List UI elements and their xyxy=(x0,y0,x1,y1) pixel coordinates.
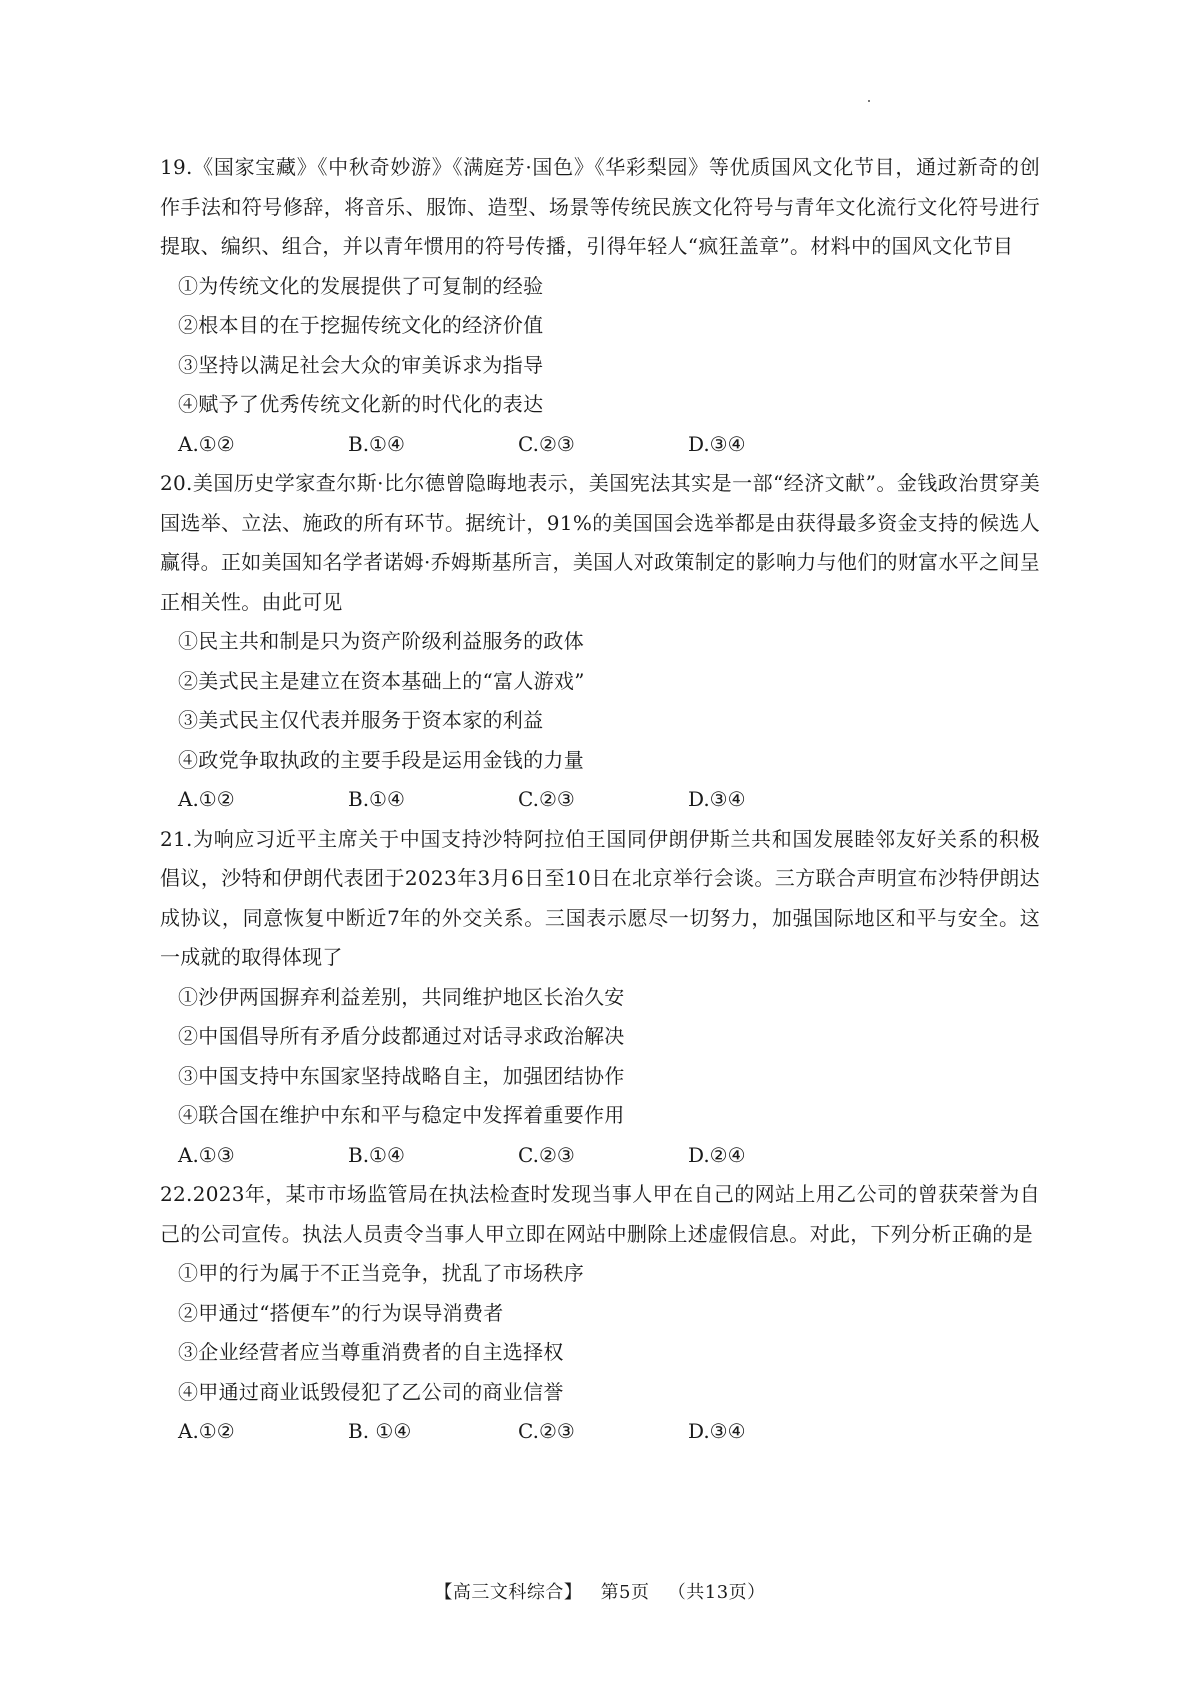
footer-subject: 【高三文科综合】 xyxy=(434,1582,583,1603)
statement-2: ②美式民主是建立在资本基础上的“富人游戏” xyxy=(178,668,585,693)
statement-4: ④赋予了优秀传统文化新的时代化的表达 xyxy=(178,392,544,416)
statement-1: ①沙伊两国摒弃利益差别，共同维护地区长治久安 xyxy=(178,984,625,1009)
questions-area xyxy=(160,148,1040,1452)
question-stem: 19.《国家宝藏》《中秋奇妙游》《满庭芳·国色》《华彩梨园》等优质国风文化节目，通过新奇的创作手法和符号修辞，将音乐、服饰、造型、场景等传统民族文化符号与青年文化流行文化符号进行提取、编织、组合，并以青年惯用的符号传播，引得年轻人“疯狂盖章”。材料中的国风文化节目 xyxy=(160,155,1040,258)
answer-choices xyxy=(160,780,1040,820)
choice-a: A.①③ xyxy=(178,1142,235,1167)
choice-c: C.②③ xyxy=(518,431,575,456)
choice-b: B. ①④ xyxy=(348,1419,412,1443)
question-20 xyxy=(160,464,1040,820)
question-stem: 20.美国历史学家查尔斯·比尔德曾隐晦地表示，美国宪法其实是一部“经济文献”。金钱政治贯穿美国选举、立法、施政的所有环节。据统计，91%的美国国会选举都是由获得最多资金支持的候选人赢得。正如美国知名学者诺姆·乔姆斯基所言，美国人对政策制定的影响力与他们的财富水平之间呈正相关性。由此可见 xyxy=(160,471,1040,614)
question-stem: 21.为响应习近平主席关于中国支持沙特阿拉伯王国同伊朗伊斯兰共和国发展睦邻友好关系的积极倡议，沙特和伊朗代表团于2023年3月6日至10日在北京举行会谈。三方联合声明宣布沙特伊朗达成协议，同意恢复中断近7年的外交关系。三国表示愿尽一切努力，加强国际地区和平与安全。这一成就的取得体现了 xyxy=(160,826,1040,969)
statement-3: ③中国支持中东国家坚持战略自主，加强团结协作 xyxy=(178,1063,625,1088)
choice-b: B.①④ xyxy=(348,787,405,811)
answer-choices xyxy=(160,1136,1040,1176)
statement-3: ③美式民主仅代表并服务于资本家的利益 xyxy=(178,708,544,732)
scan-speck xyxy=(868,100,870,102)
question-19 xyxy=(160,148,1040,464)
choice-a: A.①② xyxy=(178,1419,235,1443)
choice-d: D.③④ xyxy=(688,1419,746,1443)
answer-choices xyxy=(160,425,1040,465)
choice-a: A.①② xyxy=(178,431,235,456)
choice-a: A.①② xyxy=(178,787,235,811)
choice-d: D.③④ xyxy=(688,787,746,811)
statement-2: ②中国倡导所有矛盾分歧都通过对话寻求政治解决 xyxy=(178,1024,625,1048)
choice-b: B.①④ xyxy=(348,1142,405,1167)
answer-choices xyxy=(160,1412,1040,1452)
footer-page-number: 第5页 xyxy=(600,1582,650,1603)
choice-c: C.②③ xyxy=(518,787,575,811)
statement-1: ①甲的行为属于不正当竞争，扰乱了市场秩序 xyxy=(178,1261,584,1285)
choice-b: B.①④ xyxy=(348,431,405,456)
statement-4: ④政党争取执政的主要手段是运用金钱的力量 xyxy=(178,747,584,772)
statement-4: ④联合国在维护中东和平与稳定中发挥着重要作用 xyxy=(178,1103,625,1127)
footer-total-pages: （共13页） xyxy=(667,1582,766,1603)
page-footer xyxy=(0,1578,1200,1604)
statement-3: ③企业经营者应当尊重消费者的自主选择权 xyxy=(178,1340,564,1364)
question-22 xyxy=(160,1175,1040,1452)
statement-1: ①为传统文化的发展提供了可复制的经验 xyxy=(178,273,544,298)
choice-c: C.②③ xyxy=(518,1419,575,1443)
choice-d: D.②④ xyxy=(688,1142,746,1167)
choice-c: C.②③ xyxy=(518,1142,575,1167)
statement-1: ①民主共和制是只为资产阶级利益服务的政体 xyxy=(178,629,584,653)
question-stem: 22.2023年，某市市场监管局在执法检查时发现当事人甲在自己的网站上用乙公司的曾获荣誉为自己的公司宣传。执法人员责令当事人甲立即在网站中删除上述虚假信息。对此，下列分析正确的是 xyxy=(160,1182,1040,1246)
statement-3: ③坚持以满足社会大众的审美诉求为指导 xyxy=(178,352,544,377)
statement-4: ④甲通过商业诋毁侵犯了乙公司的商业信誉 xyxy=(178,1379,564,1404)
choice-d: D.③④ xyxy=(688,431,746,456)
statement-2: ②根本目的在于挖掘传统文化的经济价值 xyxy=(178,313,544,337)
question-21 xyxy=(160,820,1040,1176)
statement-2: ②甲通过“搭便车”的行为误导消费者 xyxy=(178,1300,504,1325)
